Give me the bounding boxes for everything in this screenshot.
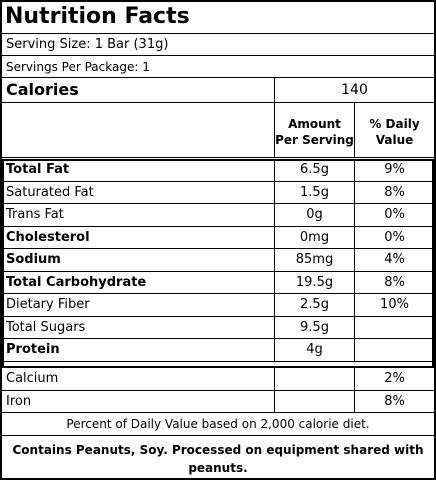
nutrient-name: Sodium [6, 252, 61, 268]
nutrient-amount [274, 368, 354, 390]
calories-value: 140 [274, 78, 434, 102]
serving-size-row [2, 34, 434, 56]
table-row [2, 227, 434, 250]
nutrient-daily-value: 0% [354, 227, 434, 249]
table-row [2, 294, 434, 317]
nutrient-daily-value: 4% [354, 249, 434, 271]
nutrient-daily-value: 9% [354, 159, 434, 181]
serving-size: Serving Size: 1 Bar (31g) [6, 37, 169, 52]
calories-row [2, 78, 434, 103]
nutrient-amount: 19.5g [274, 272, 354, 294]
nutrient-name: Iron [6, 393, 32, 409]
nutrient-daily-value [354, 317, 434, 339]
nutrient-name: Total Carbohydrate [6, 274, 147, 290]
dv-header-line1: % Daily [369, 116, 420, 131]
table-row [2, 204, 434, 227]
nutrient-amount: 6.5g [274, 159, 354, 181]
table-row [2, 159, 434, 182]
amount-per-serving-header [274, 103, 354, 157]
table-row [2, 391, 434, 414]
nutrient-amount: 0g [274, 204, 354, 226]
nutrient-daily-value: 8% [354, 182, 434, 204]
calories-label: Calories [6, 80, 79, 99]
nutrient-daily-value [354, 339, 434, 361]
nutrient-name: Dietary Fiber [6, 297, 90, 313]
nutrient-name: Saturated Fat [6, 184, 94, 200]
nutrient-daily-value: 10% [354, 294, 434, 316]
column-header-row [2, 103, 434, 158]
label-title: Nutrition Facts [5, 4, 190, 29]
footnote-row [2, 413, 434, 436]
nutrient-amount: 0mg [274, 227, 354, 249]
amount-header-line2: Per Serving [275, 133, 354, 147]
table-row [2, 182, 434, 205]
header-blank [2, 103, 274, 157]
allergen-statement: Contains Peanuts, Soy. Processed on equipment shared with peanuts. [12, 443, 424, 475]
table-row [2, 272, 434, 295]
allergen-row [2, 436, 434, 478]
nutrient-name: Total Sugars [6, 319, 86, 335]
nutrient-name: Total Fat [6, 162, 70, 178]
table-row [2, 317, 434, 340]
nutrient-amount: 85mg [274, 249, 354, 271]
servings-per-package-row [2, 56, 434, 78]
table-row [2, 249, 434, 272]
nutrient-name: Trans Fat [6, 207, 64, 223]
nutrient-amount: 2.5g [274, 294, 354, 316]
nutrient-daily-value: 2% [354, 368, 434, 390]
nutrient-name: Cholesterol [6, 229, 90, 245]
servings-per-package: Servings Per Package: 1 [6, 60, 150, 74]
nutrient-daily-value: 0% [354, 204, 434, 226]
nutrient-name: Protein [6, 342, 60, 358]
amount-header-line1: Amount [288, 116, 341, 131]
nutrient-amount [274, 391, 354, 413]
dv-header-line2: Value [375, 133, 414, 147]
nutrient-daily-value: 8% [354, 272, 434, 294]
table-row [2, 368, 434, 391]
title-row [2, 2, 434, 34]
nutrient-name: Calcium [6, 371, 59, 387]
daily-value-footnote: Percent of Daily Value based on 2,000 calorie diet. [66, 417, 370, 431]
nutrient-amount: 1.5g [274, 182, 354, 204]
nutrient-amount: 9.5g [274, 317, 354, 339]
nutrient-daily-value: 8% [354, 391, 434, 413]
table-row [2, 339, 434, 362]
daily-value-header [354, 103, 434, 157]
nutrient-amount: 4g [274, 339, 354, 361]
